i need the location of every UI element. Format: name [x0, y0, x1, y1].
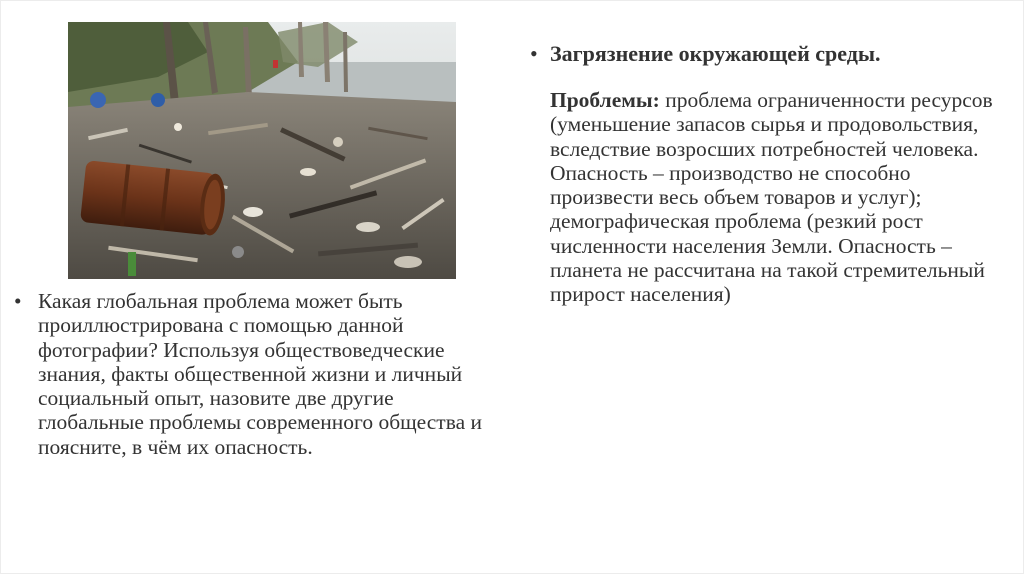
trash-beach-image [68, 22, 456, 279]
question-text: Какая глобальная проблема может быть проиллюстрирована с помощью данной фотографии? Используя обществоведческие знания, факты общественной жизни и личный социальный опыт, назовите две другие глобальные проблемы современного общества и поясните, в чём их опасность. [38, 289, 482, 459]
answer-block [530, 40, 1000, 307]
answer-text: проблема ограниченности ресурсов (уменьшение запасов сырья и продовольствия, вследствие возросших потребностей человека. Опасность – производство не способно произвести весь объем товаров и услуг); демографическая проблема (резкий рост численности населения Земли. Опасность – планета не рассчитана на такой стремительный прирост населения) [550, 88, 993, 307]
answer-heading-row [530, 40, 1000, 68]
polluted-shore-photo [68, 22, 456, 279]
bullet-marker: • [530, 41, 538, 66]
answer-heading: Загрязнение окружающей среды. [550, 41, 881, 66]
question-block [14, 289, 504, 459]
answer-body [550, 88, 1000, 307]
problems-label: Проблемы: [550, 88, 660, 112]
bullet-marker: • [14, 289, 22, 313]
